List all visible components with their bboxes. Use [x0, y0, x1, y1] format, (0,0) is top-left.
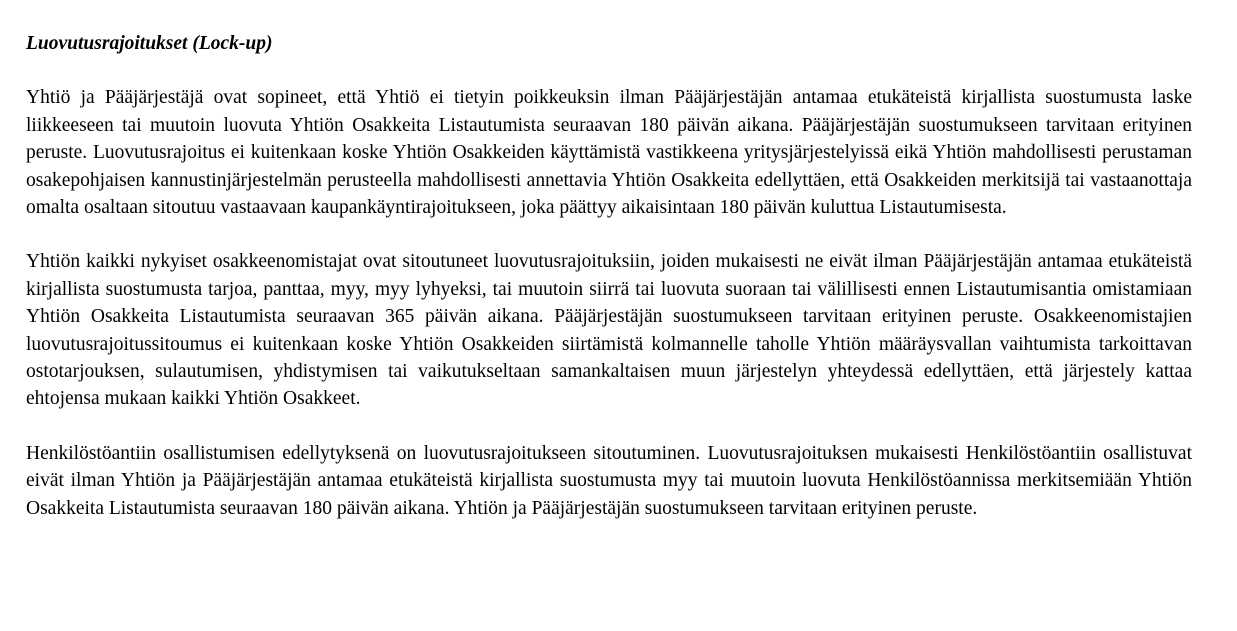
section-heading: Luovutusrajoitukset (Lock-up): [26, 33, 273, 54]
document-page: [26, 30, 1192, 522]
paragraph-personnel-lockup: Henkilöstöantiin osallistumisen edellytyksenä on luovutusrajoitukseen sitoutuminen. Luovutusrajoituksen mukaisesti Henkilöstöantiin osallistuvat eivät ilman Yhtiön ja Pääjärjestäjän antamaa etukäteistä kirjallista suostumusta myy tai muutoin luovuta Henkilöstöannissa merkitsemiään Yhtiön Osakkeita Listautumista seuraavan 180 päivän aikana. Yhtiön ja Pääjärjestäjän suostumukseen tarvitaan erityinen peruste.: [26, 442, 1192, 519]
paragraph-company-lockup: Yhtiö ja Pääjärjestäjä ovat sopineet, että Yhtiö ei tietyin poikkeuksin ilman Pääjärjestäjän antamaa etukäteistä kirjallista suostumusta laske liikkeeseen tai muutoin luovuta Yhtiön Osakkeita Listautumista seuraavan 180 päivän aikana. Pääjärjestäjän suostumukseen tarvitaan erityinen peruste. Luovutusrajoitus ei kuitenkaan koske Yhtiön Osakkeiden käyttämistä vastikkeena yritysjärjestelyissä eikä Yhtiön mahdollisesti perustaman osakepohjaisen kannustinjärjestelmän perusteella mahdollisesti annettavia Yhtiön Osakkeita edellyttäen, että Osakkeiden merkitsijä tai vastaanottaja omalta osaltaan sitoutuu vastaavaan kaupankäyntirajoitukseen, joka päättyy aikaisintaan 180 päivän kuluttua Listautumisesta.: [26, 87, 1192, 219]
paragraph-shareholder-lockup: Yhtiön kaikki nykyiset osakkeenomistajat ovat sitoutuneet luovutusrajoituksiin, joiden mukaisesti ne eivät ilman Pääjärjestäjän antamaa etukäteistä kirjallista suostumusta tarjoa, panttaa, myy, myy lyhyeksi, tai muutoin siirrä tai luovuta suoraan tai välillisesti ennen Listautumisantia omistamiaan Yhtiön Osakkeita Listautumista seuraavan 365 päivän aikana. Pääjärjestäjän suostumukseen tarvitaan erityinen peruste. Osakkeenomistajien luovutusrajoitussitoumus ei kuitenkaan koske Yhtiön Osakkeiden siirtämistä kolmannelle taholle Yhtiön määräysvallan vaihtumista tarkoittavan ostotarjouksen, sulautumisen, yhdistymisen tai vaikutukseltaan samankaltaisen muun järjestelyn yhteydessä edellyttäen, että järjestely kattaa ehtojensa mukaan kaikki Yhtiön Osakkeet.: [26, 251, 1192, 410]
